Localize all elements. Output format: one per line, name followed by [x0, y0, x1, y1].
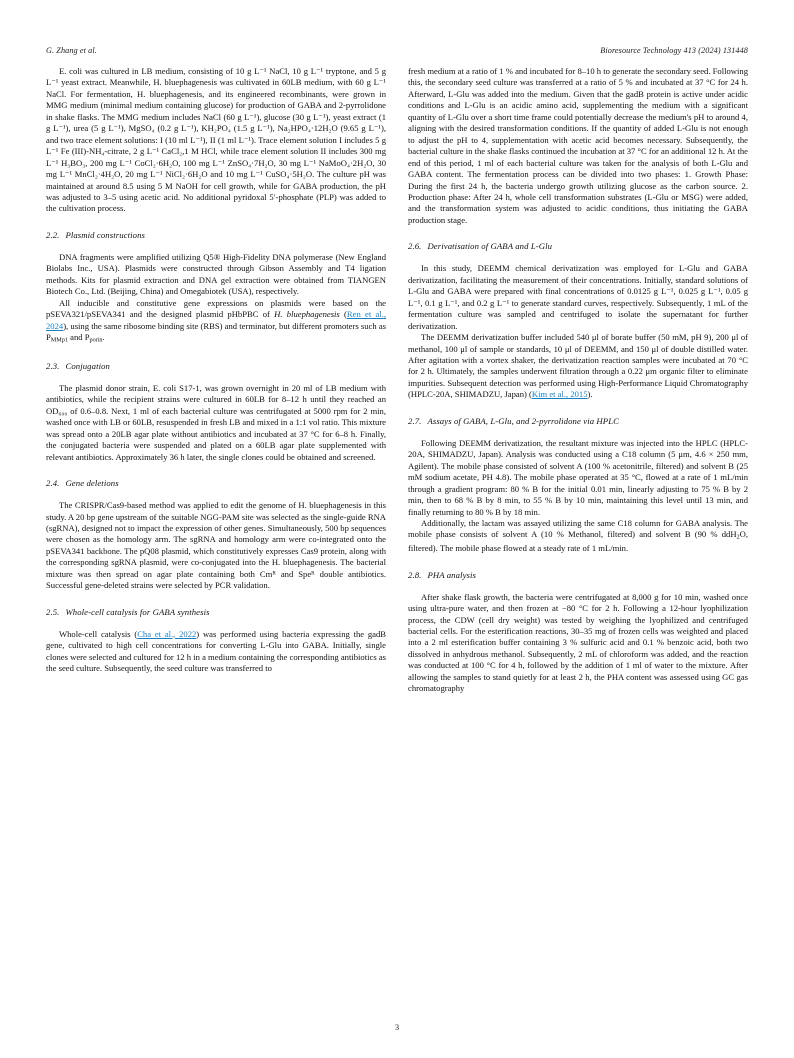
paragraph-pha-analysis: After shake flask growth, the bacteria were centrifugated at 8,000 g for 10 min, washed once using ultra-pure water, and then frozen at −80 °C for 2 h. Following a 12-hour lyophilization process, the CDW (cell dry weight) was tested by weighing the lyophilized and centrifuged bacterial cells. For the esterification reactions, 30–35 mg of frozen cells was weighted and placed into a 2 ml esterification buffer containing 3 % sulfuric acid and 0.1 % benzoic acid, both two dissolved in anhydrous methanol. Subsequently, 2 mL of chloroform was added, and the reaction was conducted at 100 °C for 4 h, followed by the addition of 1 ml of water to the mixture. After allowing the samples to stand quietly for at least 2 h, the PHA content was assessed using GC gas chromatography	[408, 591, 748, 694]
section-title-2-3: Conjugation	[65, 360, 110, 371]
section-number-2-5: 2.5.	[46, 606, 60, 617]
right-column	[408, 66, 748, 1018]
section-title-2-2: Plasmid constructions	[65, 229, 145, 240]
paragraph-media-composition: E. coli was cultured in LB medium, consisting of 10 g L⁻¹ NaCl, 10 g L⁻¹ tryptone, and 5 g L⁻¹ yeast extract. Meanwhile, H. bluephagenesis was cultivated in 60LB medium, with 60 g L⁻¹ NaCl. For fermentation, H. bluephagenesis, and its engineered recombinants, were grown in MMG medium (minimal medium containing glucose) for production of GABA and 2-pyrrolidone in shake flasks. The MMG medium includes NaCl (60 g L⁻¹), glucose (30 g L⁻¹), yeast extract (1 g L⁻¹), urea (5 g L⁻¹), MgSO₄ (0.2 g L⁻¹), KH₂PO₄ (1.5 g L⁻¹), Na₂HPO₄·12H₂O (9.65 g L⁻¹), and two trace element solutions: I (10 ml L⁻¹), II (1 ml L⁻¹). Trace element solution I includes 5 g L⁻¹ Fe (III)-NH₄-citrate, 2 g L⁻¹ CaCl₂,1 M HCl, while trace element solution II includes 300 mg L⁻¹ H₃BO₃, 200 mg L⁻¹ CoCl₂·6H₂O, 100 mg L⁻¹ ZnSO₄·7H₂O, 30 mg L⁻¹ NaMoO₄·2H₂O, 30 mg L⁻¹ MnCl₂·4H₂O, 20 mg L⁻¹ NiCl₂·6H₂O and 10 mg L⁻¹ CuSO₄·5H₂O. The culture pH was maintained at around 8.5 using 5 M NaOH for cell growth, while for GABA production, the pH was adjusted to 3–5 using acetic acid. No additional pyridoxal 5′-phosphate (PLP) was added to the cultivation process.	[46, 66, 386, 214]
citation-link-ren-2024[interactable]: Ren et al., 2024	[46, 309, 386, 331]
paragraph-conjugation: The plasmid donor strain, E. coli S17-1, was grown overnight in 20 ml of LB medium with antibiotics, while the recipient strains were cultured in 60LB for 8–12 h until they reached an OD₆₀₀ of 0.6–0.8. Next, 1 ml of each bacterial culture was centrifugated at 5000 rpm for 2 min, washed once with LB or 60LB, resuspended in fresh LB and mixed in a 1:1 vol ratio. This mixture was spread onto a 20LB agar plate without antibiotics and incubated at 37 °C for 6–8 h. Finally, the conjugated bacteria were suspended and plated on a 60LB agar plate supplemented with relevant antibiotics. Approximately 36 h later, the single clones could be obtained and screened.	[46, 382, 386, 462]
paragraph-deemm-buffer	[408, 332, 748, 401]
section-number-2-3: 2.3.	[46, 360, 60, 371]
paragraph-whole-cell-catalysis	[46, 629, 386, 675]
citation-link-kim-2015[interactable]: Kim et al., 2015	[531, 389, 588, 400]
paragraph-whole-cell-catalysis-continued: fresh medium at a ratio of 1 % and incubated for 8–10 h to generate the secondary seed. Following this, the secondary seed culture was transferred at a ratio of 5 % and incubated at 37 °C for 24 h. Afterward, L-Glu was added into the medium. Given that the gadB protein is active under acidic conditions and L-Glu is an acidic amino acid, supplementing the medium with a significant quantity of L-Glu over a short time frame could potentially decrease the medium's pH to around 4, aligning with the desired transformation conditions. If the quantity of added L-Glu is not enough to adjust the pH to 4, supplementation with acetic acid becomes necessary. Subsequently, the bacterial culture in the shake flasks continued the incubation at 37 °C for an additional 12 h. At the end of this period, 1 ml of each bacterial culture was taken for the analysis of both L-Glu and GABA content. The fermentation process can be divided into two phases: 1. Growth Phase: During the first 24 h, the bacteria undergo growth utilizing glucose as the carbon source. 2. Production phase: After 24 h, whole cell transformation substrates (L-Glu or MSG) were added, and the transformation system was adjusted to acidic conditions, thus initiating the GABA production stage.	[408, 66, 748, 225]
text-expression-end: .	[102, 332, 105, 343]
text-wholecell-post: ) was performed using bacteria expressing the gadB gene, cultivated to high cell concentrations for converting L-Glu into GABA. Initially, single clones were selected and cultured for 12 h in a medium containing the corresponding antibiotics as the seed culture. Subsequently, the seed culture was transferred to	[46, 628, 386, 674]
section-number-2-4: 2.4.	[46, 478, 60, 489]
promoter-subscript-mmp1: MMp1	[50, 336, 68, 344]
section-number-2-6: 2.6.	[408, 241, 422, 252]
paragraph-gene-expression	[46, 298, 386, 346]
section-heading-2-3	[46, 361, 386, 372]
section-heading-2-2	[46, 230, 386, 241]
text-deemm-pre: The DEEMM derivatization buffer included 540 μl of borate buffer (50 mM, pH 9), 200 μl of methanol, 100 μl of sample or standards, 10 μl of DEEMM, and 150 μl of double distilled water. After agitation with a vortex shaker, the derivatization reaction samples were incubated at 70 °C for 2 h. Ultimately, the samples underwent filtration through a 0.22 μm organic filter to eliminate impurities. Subsequent detection was performed using High-Performance Liquid Chromatography (HPLC-20A, SHIMADZU, Japan) (	[408, 332, 748, 400]
text-expression-pre: All inducible and constitutive gene expressions on plasmids were based on the pSEVA321/pSEVA341 and the designed plasmid pHbPBC of	[46, 297, 386, 320]
section-number-2-2: 2.2.	[46, 229, 60, 240]
promoter-subscript-porin: porin	[89, 336, 103, 344]
text-hplc2-post: O, filtered). The mobile phase flowed at a steady rate of 1 mL/min.	[408, 529, 748, 554]
text-hplc2-pre: Additionally, the lactam was assayed utilizing the same C18 column for GABA analysis. The mobile phase consists of solvent A (10 % Methanol, filtered) and solvent B (90 % ddH	[408, 517, 748, 540]
section-title-2-4: Gene deletions	[65, 478, 119, 489]
text-expression-and: and P	[67, 332, 90, 343]
water-subscript: 2	[736, 533, 740, 541]
paragraph-deemm-derivatization-standards: In this study, DEEMM chemical derivatization was employed for L-Glu and GABA derivatization, facilitating the measurement of their concentrations. Initially, standard solutions of L-Glu and GABA were prepared with final concentrations of 0.0125 g L⁻¹, 0.025 g L⁻¹, 0.05 g L⁻¹, 0.1 g L⁻¹, and 0.2 g L⁻¹ to generate standard curves, respectively. Subsequently, 1 mL of the fermentation culture was sampled and centrifuged to isolate the supernatant for further derivatization.	[408, 263, 748, 331]
citation-link-cha-2022[interactable]: Cha et al., 2022	[137, 628, 197, 639]
paragraph-lactam-assay	[408, 518, 748, 555]
running-head	[46, 46, 748, 60]
running-head-journal-reference: Bioresource Technology 413 (2024) 131448	[600, 46, 748, 55]
paragraph-crispr-cas9: The CRISPR/Cas9-based method was applied to edit the genome of H. bluephagenesis in this study. A 20 bp gene upstream of the suitable NGG-PAM site was selected as the single-guide RNA (sgRNA), designed not to impact the expression of other genes. Simultaneously, 500 bp sequences were chosen as the homology arm. The sgRNA and homology arm were co-integrated onto the pSEVA341 backbone. The pQ08 plasmid, which constitutively expresses Cas9 protein, along with the corresponding sgRNA plasmid, were co-conjugated into the H. bluephagenesis. The bacterial mixture was then spread on agar plate containing both Cmᴿ and Speᴿ double antibiotics. Successful gene-deleted strains were selected by PCR validation.	[46, 500, 386, 591]
section-heading-2-5	[46, 607, 386, 618]
text-wholecell-pre: Whole-cell catalysis (	[59, 628, 138, 639]
text-deemm-post: ).	[587, 389, 593, 400]
text-expression-mid: (	[339, 309, 347, 320]
section-title-2-6: Derivatisation of GABA and L-Glu	[427, 241, 553, 252]
section-number-2-8: 2.8.	[408, 569, 422, 580]
section-heading-2-8	[408, 570, 748, 581]
section-title-2-5: Whole-cell catalysis for GABA synthesis	[65, 606, 210, 617]
running-head-authors: G. Zhang et al.	[46, 46, 97, 55]
section-heading-2-6	[408, 241, 748, 252]
section-number-2-7: 2.7.	[408, 415, 422, 426]
page-number: 3	[394, 1023, 400, 1032]
section-title-2-7: Assays of GABA, L-Glu, and 2-pyrrolidone via HPLC	[427, 415, 620, 426]
section-title-2-8: PHA analysis	[427, 569, 477, 580]
paragraph-hplc-gradient: Following DEEMM derivatization, the resultant mixture was injected into the HPLC (HPLC-20A, SHIMADZU, Japan). Analysis was conducted using a C18 column (5 μm, 4.6 × 250 mm, Agilent). The mobile phase consisted of solvent A (100 % acetonitrile, filtered) and solvent B (25 mM sodium acetate, PH 4.8). The mobile phase operated at 35 °C, flowed at a rate of 1 mL/min through a gradient program: 80 % B for the initial 0.01 min, linearly adjusting to 75 % B by 2 min, then to 68 % B by 8 min, to 55 % B by 10 min, maintaining this level until 13 min, and finally returning to 80 % B by 18 min.	[408, 437, 748, 517]
organism-name-italic: H. bluephagenesis	[274, 309, 340, 320]
section-heading-2-7	[408, 416, 748, 427]
text-expression-post: ), using the same ribosome binding site (RBS) and terminator, but different promoters such as P	[46, 320, 386, 343]
paragraph-dna-fragments: DNA fragments were amplified utilizing Q5® High-Fidelity DNA polymerase (New England Biolabs Inc., USA). Plasmids were constructed through Gibson Assembly and T4 ligation methods. Kits for plasmid extraction and DNA gel extraction were obtained from TIANGEN Biotech Co., Ltd. (Beijing, China) and Omegabiotek (USA), respectively.	[46, 251, 386, 297]
two-column-body	[46, 66, 748, 1018]
section-heading-2-4	[46, 478, 386, 489]
left-column	[46, 66, 386, 1018]
